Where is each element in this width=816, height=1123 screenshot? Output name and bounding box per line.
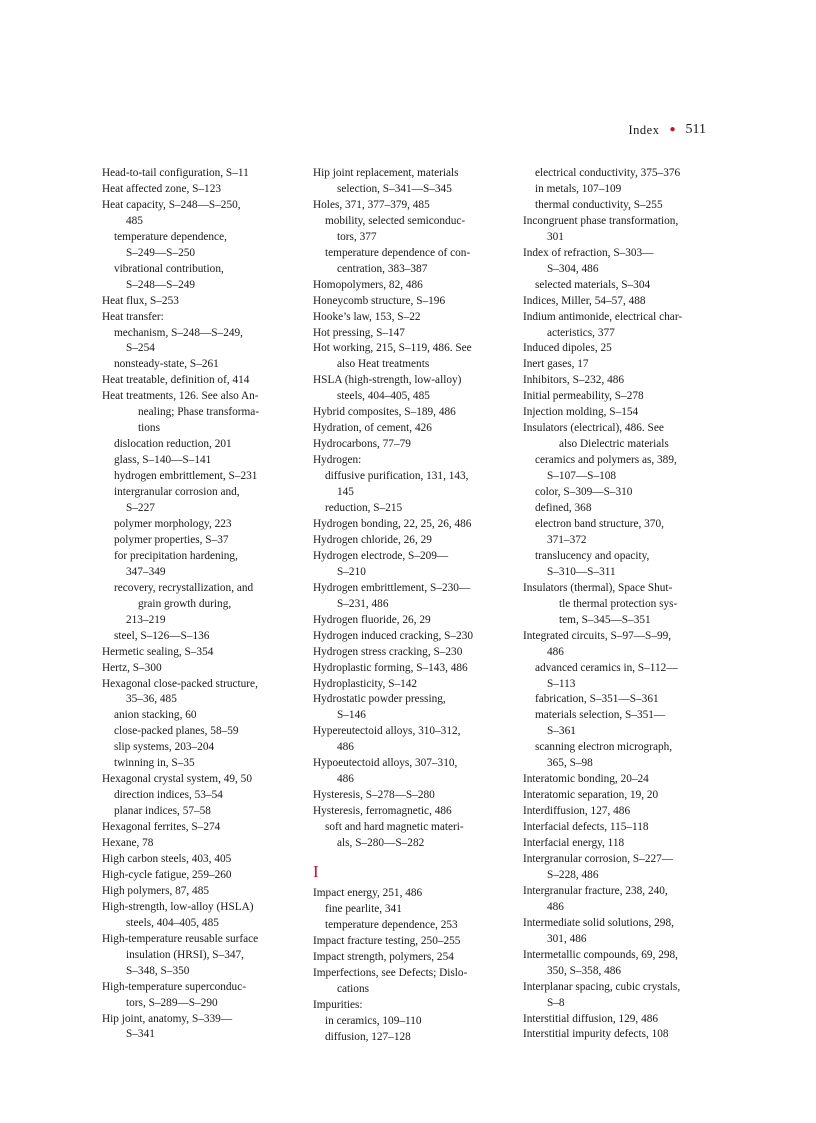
index-entry: Insulators (thermal), Space Shut- bbox=[523, 581, 673, 594]
index-entry: Hexagonal crystal system, 49, 50 bbox=[102, 773, 252, 786]
index-entry: High-cycle fatigue, 259–260 bbox=[102, 868, 232, 881]
index-entry: Hysteresis, ferromagnetic, 486 bbox=[313, 805, 452, 818]
index-entry: Interfacial defects, 115–118 bbox=[523, 821, 649, 834]
index-subentry: 486 bbox=[337, 741, 354, 754]
section-letter: I bbox=[313, 861, 319, 881]
index-subentry: ceramics and polymers as, 389, bbox=[535, 454, 677, 467]
index-subentry: intergranular corrosion and, bbox=[114, 486, 240, 499]
index-subentry: 213–219 bbox=[126, 613, 166, 626]
index-subentry: steel, S–126—S–136 bbox=[114, 629, 210, 642]
index-entry: Hexagonal ferrites, S–274 bbox=[102, 821, 221, 834]
index-subentry: S–8 bbox=[547, 996, 565, 1009]
index-column-2-bottom bbox=[313, 886, 499, 1046]
index-entry: Hydroplastic forming, S–143, 486 bbox=[313, 661, 468, 674]
index-entry: Hypereutectoid alloys, 310–312, bbox=[313, 725, 461, 738]
index-entry: Honeycomb structure, S–196 bbox=[313, 294, 446, 307]
index-subentry: tle thermal protection sys- bbox=[559, 597, 678, 610]
index-entry: Indium antimonide, electrical char- bbox=[523, 310, 683, 323]
index-subentry: S–113 bbox=[547, 677, 576, 690]
index-entry: Hydrogen: bbox=[313, 454, 362, 467]
bullet-icon: ● bbox=[669, 124, 676, 135]
index-subentry: tem, S–345—S–351 bbox=[559, 613, 651, 626]
index-subentry: S–304, 486 bbox=[547, 262, 599, 275]
index-subentry: advanced ceramics in, S–112— bbox=[535, 661, 678, 674]
index-subentry: 486 bbox=[337, 773, 354, 786]
index-subentry: steels, 404–405, 485 bbox=[337, 390, 430, 403]
index-entry: Injection molding, S–154 bbox=[523, 406, 639, 419]
index-subentry: 347–349 bbox=[126, 565, 166, 578]
index-column-2-top bbox=[313, 166, 499, 852]
index-subentry: hydrogen embrittlement, S–231 bbox=[114, 470, 258, 483]
index-subentry: polymer properties, S–37 bbox=[114, 533, 229, 546]
index-subentry: S–228, 486 bbox=[547, 868, 599, 881]
index-entry: Homopolymers, 82, 486 bbox=[313, 278, 423, 291]
index-entry: Hip joint replacement, materials bbox=[313, 167, 459, 179]
index-subentry: twinning in, S–35 bbox=[114, 757, 195, 770]
index-entry: Hot pressing, S–147 bbox=[313, 326, 405, 339]
index-entry: Interplanar spacing, cubic crystals, bbox=[523, 980, 681, 993]
index-subentry: slip systems, 203–204 bbox=[114, 741, 215, 754]
index-entry: High-strength, low-alloy (HSLA) bbox=[102, 900, 254, 913]
index-subentry: 301 bbox=[547, 230, 564, 243]
index-subentry: S–341 bbox=[126, 1028, 155, 1041]
index-entry: Interatomic separation, 19, 20 bbox=[523, 789, 659, 802]
index-entry: Induced dipoles, 25 bbox=[523, 342, 612, 355]
index-subentry: S–361 bbox=[547, 725, 576, 738]
index-subentry: thermal conductivity, S–255 bbox=[535, 198, 663, 211]
index-subentry: S–227 bbox=[126, 502, 155, 515]
index-entry: Hydrogen bonding, 22, 25, 26, 486 bbox=[313, 517, 472, 530]
index-column-1 bbox=[102, 166, 287, 1043]
index-subentry: in ceramics, 109–110 bbox=[325, 1014, 422, 1027]
index-entry: Hexagonal close-packed structure, bbox=[102, 677, 258, 690]
index-entry: Impact energy, 251, 486 bbox=[313, 886, 423, 899]
index-subentry: diffusion, 127–128 bbox=[325, 1030, 411, 1043]
index-subentry: insulation (HRSI), S–347, bbox=[126, 948, 244, 961]
index-entry: Hybrid composites, S–189, 486 bbox=[313, 406, 456, 419]
running-head-label: Index bbox=[628, 122, 660, 137]
index-subentry: anion stacking, 60 bbox=[114, 709, 197, 722]
index-subentry: polymer morphology, 223 bbox=[114, 517, 232, 530]
index-subentry: 365, S–98 bbox=[547, 757, 593, 770]
running-head bbox=[629, 122, 707, 138]
index-subentry: temperature dependence, bbox=[114, 230, 227, 243]
index-entry: Incongruent phase transformation, bbox=[523, 214, 679, 227]
index-entry: Indices, Miller, 54–57, 488 bbox=[523, 294, 646, 307]
index-entry: Hysteresis, S–278—S–280 bbox=[313, 789, 435, 802]
index-subentry: translucency and opacity, bbox=[535, 549, 650, 562]
index-entry: Integrated circuits, S–97—S–99, bbox=[523, 629, 672, 642]
index-entry: Hypoeutectoid alloys, 307–310, bbox=[313, 757, 458, 770]
index-subentry: S–310—S–311 bbox=[547, 565, 616, 578]
index-entry: Impact strength, polymers, 254 bbox=[313, 950, 454, 963]
index-subentry: S–348, S–350 bbox=[126, 964, 190, 977]
page-number: 511 bbox=[685, 122, 706, 137]
index-subentry: selected materials, S–304 bbox=[535, 278, 651, 291]
index-entry: Insulators (electrical), 486. See bbox=[523, 422, 664, 435]
index-subentry: S–210 bbox=[337, 565, 366, 578]
index-entry: Hot working, 215, S–119, 486. See bbox=[313, 342, 472, 355]
index-entry: High polymers, 87, 485 bbox=[102, 884, 210, 897]
index-entry: Holes, 371, 377–379, 485 bbox=[313, 198, 430, 211]
index-entry: Index of refraction, S–303— bbox=[523, 246, 654, 259]
index-subentry: selection, S–341—S–345 bbox=[337, 182, 452, 195]
index-subentry: scanning electron micrograph, bbox=[535, 741, 673, 754]
index-subentry: for precipitation hardening, bbox=[114, 549, 238, 562]
index-subentry: mobility, selected semiconduc- bbox=[325, 214, 466, 227]
index-entry: Hydroplasticity, S–142 bbox=[313, 677, 418, 690]
index-subentry: nealing; Phase transforma- bbox=[138, 406, 260, 419]
index-entry: Intermediate solid solutions, 298, bbox=[523, 916, 674, 929]
index-entry: Hydrogen stress cracking, S–230 bbox=[313, 645, 463, 658]
index-subentry: reduction, S–215 bbox=[325, 502, 403, 515]
index-entry: Hip joint, anatomy, S–339— bbox=[102, 1012, 233, 1025]
index-entry: Initial permeability, S–278 bbox=[523, 390, 644, 403]
index-entry: Hydrostatic powder pressing, bbox=[313, 693, 446, 706]
index-entry: Heat transfer: bbox=[102, 310, 164, 323]
index-entry: Heat affected zone, S–123 bbox=[102, 182, 221, 195]
index-entry: Heat flux, S–253 bbox=[102, 294, 179, 307]
index-subentry: dislocation reduction, 201 bbox=[114, 438, 232, 451]
index-entry: Heat capacity, S–248—S–250, bbox=[102, 198, 241, 211]
index-entry: High-temperature reusable surface bbox=[102, 932, 259, 945]
index-entry: Hydration, of cement, 426 bbox=[313, 422, 432, 435]
index-entry: Hydrogen chloride, 26, 29 bbox=[313, 533, 432, 546]
index-entry: Heat treatments, 126. See also An- bbox=[102, 390, 259, 403]
index-subentry: cations bbox=[337, 982, 369, 995]
index-subentry: acteristics, 377 bbox=[547, 326, 615, 339]
index-entry: Head-to-tail configuration, S–11 bbox=[102, 167, 249, 179]
index-entry: Interdiffusion, 127, 486 bbox=[523, 805, 631, 818]
index-entry: Intergranular corrosion, S–227— bbox=[523, 852, 674, 865]
index-entry: Intergranular fracture, 238, 240, bbox=[523, 884, 668, 897]
index-subentry: temperature dependence, 253 bbox=[325, 918, 458, 931]
index-subentry: materials selection, S–351— bbox=[535, 709, 666, 722]
index-subentry: 486 bbox=[547, 645, 564, 658]
index-subentry: electron band structure, 370, bbox=[535, 517, 664, 530]
index-entry: High-temperature superconduc- bbox=[102, 980, 246, 993]
index-subentry: vibrational contribution, bbox=[114, 262, 224, 275]
index-entry: HSLA (high-strength, low-alloy) bbox=[313, 374, 462, 387]
index-subentry: 35–36, 485 bbox=[126, 693, 177, 706]
index-subentry: glass, S–140—S–141 bbox=[114, 454, 212, 467]
index-subentry: electrical conductivity, 375–376 bbox=[535, 167, 681, 179]
index-subentry: S–249—S–250 bbox=[126, 246, 196, 259]
index-subentry: als, S–280—S–282 bbox=[337, 837, 425, 850]
index-subentry: 486 bbox=[547, 900, 564, 913]
index-subentry: soft and hard magnetic materi- bbox=[325, 821, 464, 834]
index-entry: Interatomic bonding, 20–24 bbox=[523, 773, 649, 786]
index-subentry: also Heat treatments bbox=[337, 358, 430, 371]
index-entry: Impurities: bbox=[313, 998, 363, 1011]
index-entry: Interfacial energy, 118 bbox=[523, 837, 625, 850]
index-subentry: 350, S–358, 486 bbox=[547, 964, 622, 977]
index-subentry: tors, S–289—S–290 bbox=[126, 996, 218, 1009]
index-subentry: close-packed planes, 58–59 bbox=[114, 725, 239, 738]
index-subentry: S–254 bbox=[126, 342, 155, 355]
index-subentry: S–248—S–249 bbox=[126, 278, 196, 291]
index-subentry: defined, 368 bbox=[535, 502, 592, 515]
index-subentry: tors, 377 bbox=[337, 230, 377, 243]
index-subentry: fabrication, S–351—S–361 bbox=[535, 693, 659, 706]
index-entry: High carbon steels, 403, 405 bbox=[102, 852, 232, 865]
index-entry: Hooke’s law, 153, S–22 bbox=[313, 310, 421, 323]
index-subentry: fine pearlite, 341 bbox=[325, 902, 402, 915]
index-entry: Hexane, 78 bbox=[102, 837, 154, 850]
index-entry: Impact fracture testing, 250–255 bbox=[313, 934, 461, 947]
index-subentry: direction indices, 53–54 bbox=[114, 789, 223, 802]
index-subentry: color, S–309—S–310 bbox=[535, 486, 633, 499]
index-entry: Interstitial diffusion, 129, 486 bbox=[523, 1012, 659, 1025]
index-subentry: recovery, recrystallization, and bbox=[114, 581, 254, 594]
index-subentry: tions bbox=[138, 422, 160, 435]
index-subentry: S–107—S–108 bbox=[547, 470, 617, 483]
index-column-3 bbox=[523, 166, 713, 1043]
index-subentry: 301, 486 bbox=[547, 932, 587, 945]
index-column-2 bbox=[313, 166, 499, 1046]
index-subentry: grain growth during, bbox=[138, 597, 232, 610]
index-subentry: steels, 404–405, 485 bbox=[126, 916, 219, 929]
index-subentry: mechanism, S–248—S–249, bbox=[114, 326, 243, 339]
index-entry: Hydrogen induced cracking, S–230 bbox=[313, 629, 473, 642]
index-subentry: nonsteady-state, S–261 bbox=[114, 358, 219, 371]
index-subentry: S–231, 486 bbox=[337, 597, 389, 610]
index-entry: Heat treatable, definition of, 414 bbox=[102, 374, 250, 387]
index-entry: Inhibitors, S–232, 486 bbox=[523, 374, 625, 387]
index-subentry: diffusive purification, 131, 143, bbox=[325, 470, 469, 483]
index-entry: Imperfections, see Defects; Dislo- bbox=[313, 966, 468, 979]
index-entry: Hydrocarbons, 77–79 bbox=[313, 438, 411, 451]
index-entry: Hydrogen electrode, S–209— bbox=[313, 549, 449, 562]
index-subentry: temperature dependence of con- bbox=[325, 246, 471, 259]
index-entry: Hydrogen embrittlement, S–230— bbox=[313, 581, 471, 594]
index-entry: Hermetic sealing, S–354 bbox=[102, 645, 214, 658]
index-entry: Inert gases, 17 bbox=[523, 358, 589, 371]
index-entry: Hertz, S–300 bbox=[102, 661, 162, 674]
index-subentry: planar indices, 57–58 bbox=[114, 805, 211, 818]
index-subentry: centration, 383–387 bbox=[337, 262, 428, 275]
index-subentry: in metals, 107–109 bbox=[535, 182, 622, 195]
index-entry: Intermetallic compounds, 69, 298, bbox=[523, 948, 678, 961]
index-subentry: also Dielectric materials bbox=[559, 438, 669, 451]
index-subentry: 485 bbox=[126, 214, 143, 227]
index-subentry: 145 bbox=[337, 486, 354, 499]
index-entry: Hydrogen fluoride, 26, 29 bbox=[313, 613, 431, 626]
index-entry: Interstitial impurity defects, 108 bbox=[523, 1028, 669, 1041]
index-subentry: S–146 bbox=[337, 709, 366, 722]
index-subentry: 371–372 bbox=[547, 533, 587, 546]
